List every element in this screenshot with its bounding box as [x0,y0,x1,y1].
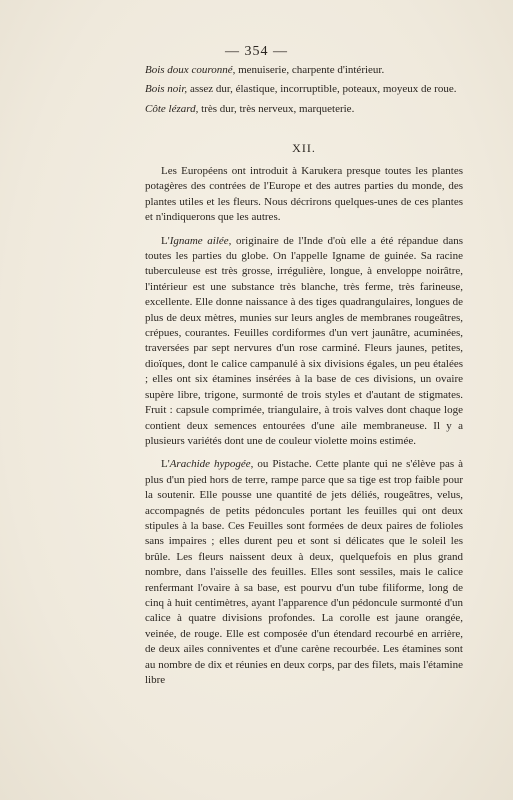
entry-term: Arachide hypogée, [169,458,254,471]
page-number: — 354 — [225,44,288,59]
entry-text: menuiserie, charpente d'intérieur. [235,64,385,76]
list-item [145,63,463,78]
section-heading: XII. [292,141,316,155]
entry-prefix: L' [161,458,170,471]
section-body [145,164,463,696]
entry-text: très dur, très nerveux, marqueterie. [198,102,355,115]
igname-paragraph [145,234,463,450]
entry-prefix: L' [161,234,170,247]
entry-text: originaire de l'Inde d'où elle a été répandue dans toutes les parties du globe. On l'appelle Igname de guinée. Sa racine tuberculeuse est très grosse, irrégulière, longue, à enveloppe noirâtre, l'intérieur est une substance très blanche, très ferme, très farineuse, excellente. Elle donne naissance à des tiges quadrangulaires, longues de plus de deux mètres, munies sur leurs angles de membranes rougeâtres, crépues, courantes. Feuilles cordiformes d'un vert jaunâtre, acuminées, traversées par sept nervures d'un rose carminé. Fleurs jaunes, petites, dioïques, dont le calice campanulé à six divisions égales, un peu étalées ; elles ont six étamines insérées à la base de ces divisions, un ovaire supère libre, trigone, surmonté de trois styles et d'autant de stigmates. Fruit : capsule comprimée, triangulaire, à trois valves dont chaque loge contient deux semences entourées d'une aile membraneuse. Il y a plusieurs variétés dont une de couleur violette moins estimée. [145,234,463,447]
arachide-paragraph [145,457,463,688]
entry-term: Bois doux couronné, [145,64,236,76]
entry-term: Igname ailée, [169,234,232,247]
intro-paragraph: Les Européens ont introduit à Karukera presque toutes les plantes potagères des contrées de l'Europe et des autres parties du monde, des plantes utiles et les fleurs. Nous décrirons quelques-unes de ces plantes et n'indiquerons que les autres. [145,165,463,224]
entry-term: Bois noir, [145,83,188,96]
entry-text: ou Pistache. Cette plante qui ne s'élève pas à plus d'un pied hors de terre, rampe parce que sa tige est trop faible pour la soutenir. Elle pousse une quantité de jets déliés, rougeâtres, velus, accompagnés de petits pédoncules portant les feuilles qui ont deux stipules à la base. Ces Feuilles sont formées de deux paires de folioles sans impaires ; elles durent peu et sont si délicates que le soleil les brûle. Les fleurs naissent deux à deux, quelquefois en plus grand nombre, dans l'aisselle des feuilles. Elles sont sessiles, mais le calice renfermant l'ovaire à sa base, est pourvu d'un tube filiforme, long de cinq à huit centimètres, ayant l'apparence d'un pédoncule surmonté d'un calice à quatre divisions profondes. La corolle est jaune orangée, veinée, de rouge. Elle est composée d'un étendard recourbé en arrière, de deux ailes conniventes et d'une carène recourbée. Les étamines sont au nombre de dix et réunies en deux corps, par des filets, mais l'étamine libre [145,458,464,686]
entry-text: assez dur, élastique, incorruptible, poteaux, moyeux de roue. [187,83,457,96]
list-item [145,102,463,117]
list-item [145,82,463,97]
entry-term: Côte lézard, [145,102,199,115]
wood-list [145,63,463,121]
